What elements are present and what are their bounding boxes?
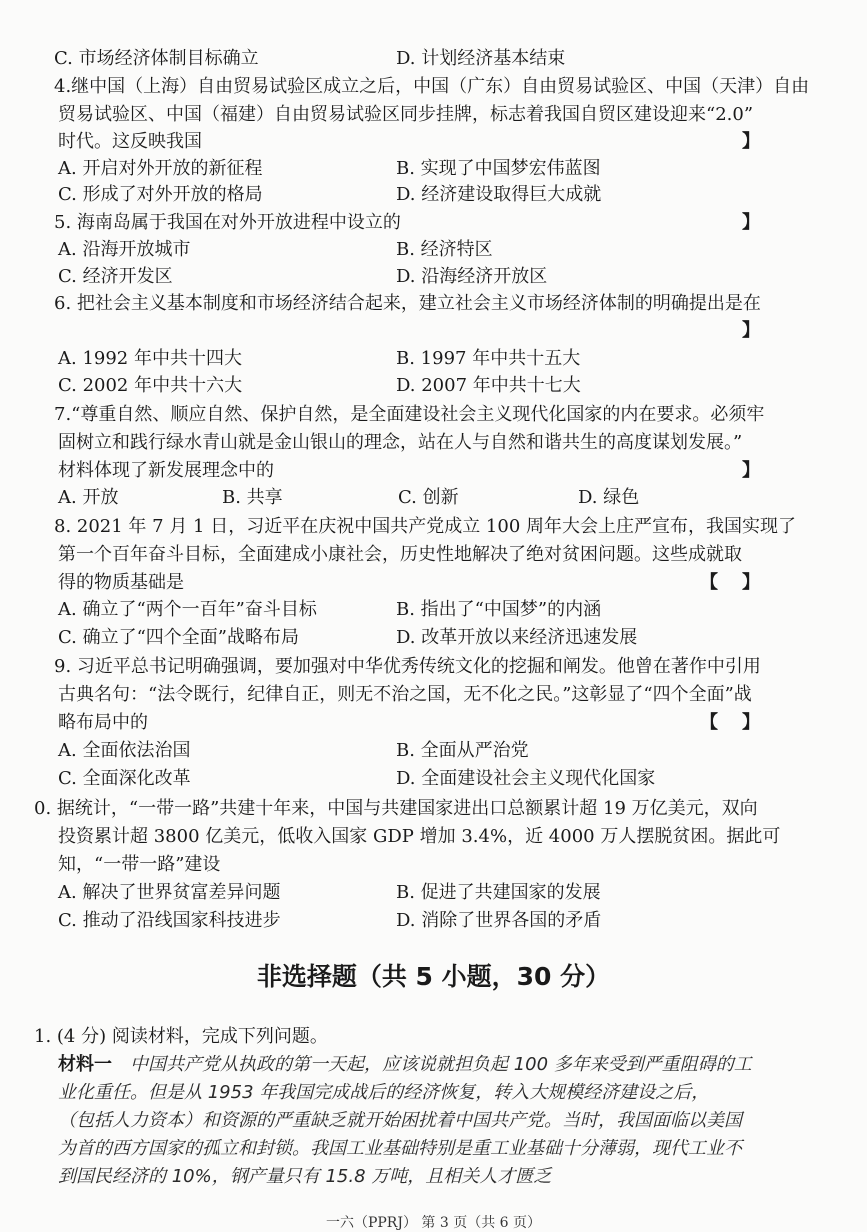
q11-material-line4: 为首的西方国家的孤立和封锁。我国工业基础特别是重工业基础十分薄弱，现代工业不 (58, 1138, 742, 1159)
q11-material-line3: （包括人力资本）和资源的严重缺乏就开始困扰着中国共产党。当时，我国面临以美国 (58, 1110, 742, 1131)
section-title: 非选择题（共 5 小题，30 分） (256, 962, 611, 991)
q5-option-b: B. 经济特区 (396, 239, 493, 260)
q10-option-c: C. 推动了沿线国家科技进步 (58, 910, 281, 931)
q6-option-c: C. 2002 年中共十六大 (58, 375, 243, 396)
q4-answer-bracket: 】 (742, 131, 760, 152)
page-footer: 一六（PPRJ） 第 3 页（共 6 页） (325, 1215, 542, 1231)
q4-stem-line1: 4.继中国（上海）自由贸易试验区成立之后，中国（广东）自由贸易试验区、中国（天津）自由 (54, 76, 810, 97)
q3-option-c: C. 市场经济体制目标确立 (54, 48, 259, 69)
q10-stem-line2: 投资累计超 3800 亿美元，低收入国家 GDP 增加 3.4%，近 4000 万人摆脱贫困。据此可 (58, 826, 781, 847)
q4-stem-line2: 贸易试验区、中国（福建）自由贸易试验区同步挂牌，标志着我国自贸区建设迎来“2.0” (58, 104, 754, 125)
q9-option-d: D. 全面建设社会主义现代化国家 (396, 768, 656, 789)
q10-option-d: D. 消除了世界各国的矛盾 (396, 910, 602, 931)
material-label: 材料一 (58, 1054, 112, 1075)
q9-option-a: A. 全面依法治国 (58, 740, 191, 761)
q10-stem-line3: 知，“一带一路”建设 (58, 854, 221, 875)
q6-option-a: A. 1992 年中共十四大 (58, 348, 242, 369)
q8-answer-bracket: 【】 (700, 572, 784, 593)
q11-material-line1 (58, 1052, 752, 1078)
q7-option-d: D. 绿色 (578, 487, 640, 508)
q9-stem-line2: 古典名句：“法令既行，纪律自正，则无不治之国，无不化之民。”这彰显了“四个全面”战 (58, 684, 752, 705)
q6-option-b: B. 1997 年中共十五大 (396, 348, 581, 369)
q7-stem-line2: 固树立和践行绿水青山就是金山银山的理念，站在人与自然和谐共生的高度谋划发展。” (58, 432, 743, 453)
q4-option-a: A. 开启对外开放的新征程 (58, 158, 263, 179)
q6-stem: 6. 把社会主义基本制度和市场经济结合起来，建立社会主义市场经济体制的明确提出是在 (54, 293, 761, 314)
q5-stem: 5. 海南岛属于我国在对外开放进程中设立的 (54, 212, 401, 233)
q8-option-c: C. 确立了“四个全面”战略布局 (58, 627, 299, 648)
q9-option-c: C. 全面深化改革 (58, 768, 191, 789)
q9-stem-line3: 略布局中的 (58, 712, 148, 733)
q11-material-line2: 业化重任。但是从 1953 年我国完成战后的经济恢复，转入大规模经济建设之后， (58, 1082, 710, 1103)
q9-stem-line1: 9. 习近平总书记明确强调，要加强对中华优秀传统文化的挖掘和阐发。他曾在著作中引用 (54, 656, 761, 677)
q8-option-a: A. 确立了“两个一百年”奋斗目标 (58, 599, 317, 620)
q7-stem-line3: 材料体现了新发展理念中的 (58, 460, 274, 481)
q7-option-b: B. 共享 (222, 487, 283, 508)
q4-stem-line3: 时代。这反映我国 (58, 131, 202, 152)
q7-option-a: A. 开放 (58, 487, 119, 508)
q5-option-c: C. 经济开发区 (58, 266, 173, 287)
q7-option-c: C. 创新 (398, 487, 459, 508)
q8-option-d: D. 改革开放以来经济迅速发展 (396, 627, 638, 648)
q4-option-b: B. 实现了中国梦宏伟蓝图 (396, 158, 601, 179)
q11-stem: 1. (4 分) 阅读材料，完成下列问题。 (34, 1026, 328, 1047)
q10-stem-line1: 0. 据统计，“一带一路”共建十年来，中国与共建国家进出口总额累计超 19 万亿美元，双向 (34, 798, 758, 819)
q6-answer-bracket: 】 (742, 320, 760, 341)
q9-option-b: B. 全面从严治党 (396, 740, 529, 761)
q4-option-c: C. 形成了对外开放的格局 (58, 184, 263, 205)
q5-option-d: D. 沿海经济开放区 (396, 266, 548, 287)
q7-answer-bracket: 】 (742, 460, 760, 481)
q8-stem-line3: 得的物质基础是 (58, 572, 184, 593)
q11-material-line5: 到国民经济的 10%，钢产量只有 15.8 万吨，且相关人才匮乏 (58, 1166, 552, 1187)
q9-answer-bracket: 【】 (700, 712, 784, 733)
q8-stem-line2: 第一个百年奋斗目标，全面建成小康社会，历史性地解决了绝对贫困问题。这些成就取 (58, 544, 742, 565)
q5-option-a: A. 沿海开放城市 (58, 239, 191, 260)
material-text: 中国共产党从执政的第一天起，应该说就担负起 100 多年来受到严重阻碍的工 (130, 1054, 752, 1075)
q8-option-b: B. 指出了“中国梦”的内涵 (396, 599, 602, 620)
q3-option-d: D. 计划经济基本结束 (396, 48, 566, 69)
q4-option-d: D. 经济建设取得巨大成就 (396, 184, 602, 205)
q6-option-d: D. 2007 年中共十七大 (396, 375, 581, 396)
q5-answer-bracket: 】 (742, 212, 760, 233)
q7-stem-line1: 7.“尊重自然、顺应自然、保护自然，是全面建设社会主义现代化国家的内在要求。必须牢 (54, 404, 765, 425)
q10-option-a: A. 解决了世界贫富差异问题 (58, 882, 281, 903)
q8-stem-line1: 8. 2021 年 7 月 1 日，习近平在庆祝中国共产党成立 100 周年大会上庄严宣布，我国实现了 (54, 516, 797, 537)
q10-option-b: B. 促进了共建国家的发展 (396, 882, 601, 903)
